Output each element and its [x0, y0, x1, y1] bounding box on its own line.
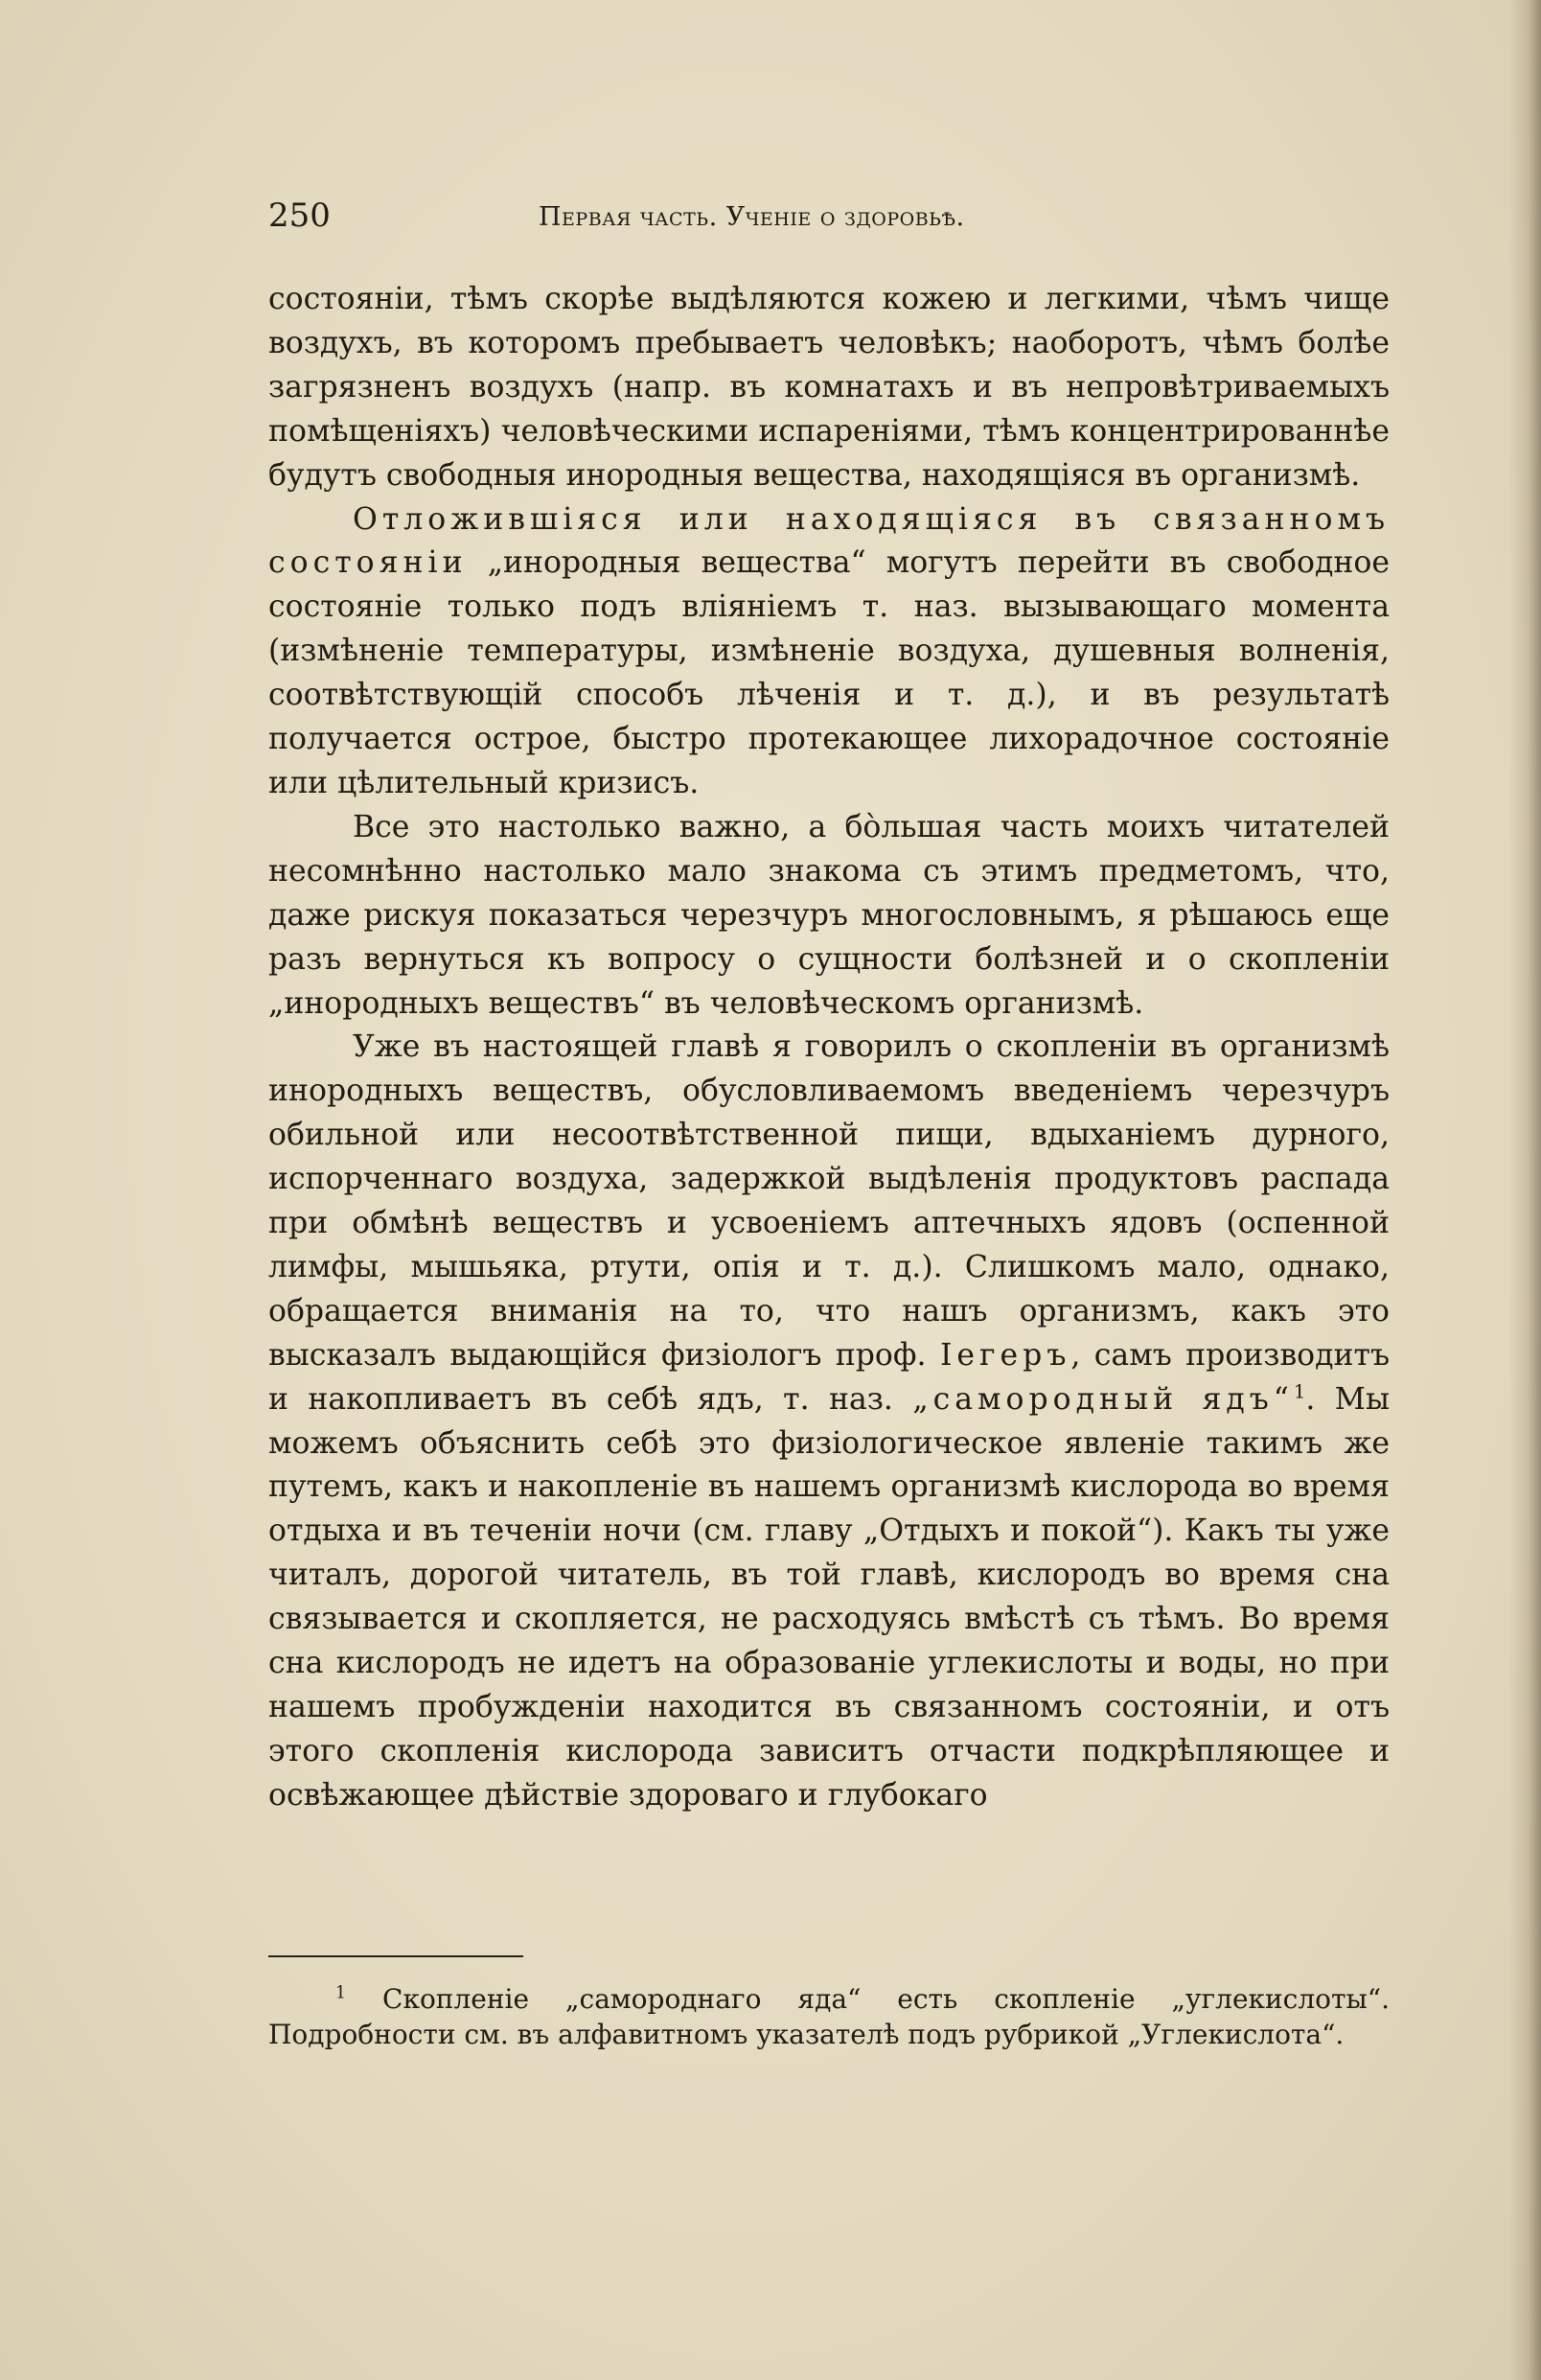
footnote — [268, 1982, 1390, 2052]
footnote-marker: 1 — [335, 1983, 347, 2003]
page-edge-shadow — [1508, 0, 1541, 2380]
paragraph-4-text-c: . Мы можемъ объяснить себѣ это физіологическое явленіе такимъ же путемъ, какъ и накопленіе въ нашемъ организмѣ кислорода во время отдыха и въ теченіи ночи (см. главу „Отдыхъ и покой“). Какъ ты уже читалъ, дорогой читатель, въ той главѣ, кислородъ во время сна связывается и скопляется, не расходуясь вмѣстѣ съ тѣмъ. Во время сна кислородъ не идетъ на образованіе углекислоты и воды, но при нашемъ пробужденіи находится въ связанномъ состояніи, и отъ этого скопленія кислорода зависитъ отчасти подкрѣпляющее и освѣжающее дѣйствіе здороваго и глубокаго — [268, 1381, 1391, 1813]
page-header — [268, 192, 1409, 240]
footnote-divider — [268, 1955, 523, 1957]
paragraph-4 — [268, 1026, 1390, 1817]
paragraph-4-text-a: Уже въ настоящей главѣ я говорилъ о скопленіи въ организмѣ инородныхъ веществъ, обусловливаемомъ введеніемъ черезчуръ обильной или несоотвѣтственной пищи, вдыханіемъ дурного, испорченнаго воздуха, задержкой выдѣленія продуктовъ распада при обмѣнѣ веществъ и усвоеніемъ аптечныхъ ядовъ (оспенной лимфы, мышьяка, ртути, опія и т. д.). Слишкомъ мало, однако, обращается вниманія на то, что нашъ организмъ, какъ это высказалъ выдающійся физіологъ проф. — [268, 1029, 1390, 1373]
paragraph-2 — [268, 498, 1390, 806]
paragraph-3: Все это настолько важно, а бо̀льшая часть моихъ читателей несомнѣнно настолько мало знакома съ этимъ предметомъ, что, даже рискуя показаться черезчуръ многословнымъ, я рѣшаюсь еще разъ вернуться къ вопросу о сущности болѣзней и о скопленіи „инородныхъ веществъ“ въ человѣческомъ организмѣ. — [268, 809, 1390, 1021]
author-name: Iегеръ — [939, 1337, 1071, 1373]
paragraph-1: состояніи, тѣмъ скорѣе выдѣляются кожею и легкими, чѣмъ чище воздухъ, въ которомъ пребываетъ человѣкъ; наоборотъ, чѣмъ болѣе загрязненъ воздухъ (напр. въ комнатахъ и въ непровѣтриваемыхъ помѣщеніяхъ) человѣческими испареніями, тѣмъ концентрированнѣе будутъ свободныя инородныя вещества, находящіяся въ организмѣ. — [268, 282, 1390, 493]
footnote-text: Скопленіе „самороднаго яда“ есть скопленіе „углекислоты“. Подробности см. въ алфавитномъ указателѣ подъ рубрикой „Углекислота“. — [268, 1983, 1390, 2050]
running-head: Первая часть. Ученіе о здоровьѣ. — [539, 202, 965, 232]
page-number: 250 — [268, 196, 331, 235]
emphasized-term: „самородный ядъ“ — [912, 1381, 1294, 1417]
emphasized-phrase: Отложившіяся или находящіяся въ связанномъ состояніи — [268, 501, 1390, 581]
paragraph-2-text: „инородныя вещества“ могутъ перейти въ свободное состояніе только подъ вліяніемъ т. наз. вызывающаго момента (измѣненіе температуры, измѣненіе воздуха, душевныя волненія, соотвѣтствующій способъ лѣченія и т. д.), и въ результатѣ получается острое, быстро протекающее лихорадочное состояніе или цѣлительный кризисъ. — [268, 545, 1390, 800]
paragraph-4-text-b: , самъ производитъ и накопливаетъ въ себѣ ядъ, т. наз. — [268, 1337, 1391, 1417]
footnote-reference: 1 — [1293, 1380, 1306, 1403]
body-text — [268, 278, 1390, 1818]
